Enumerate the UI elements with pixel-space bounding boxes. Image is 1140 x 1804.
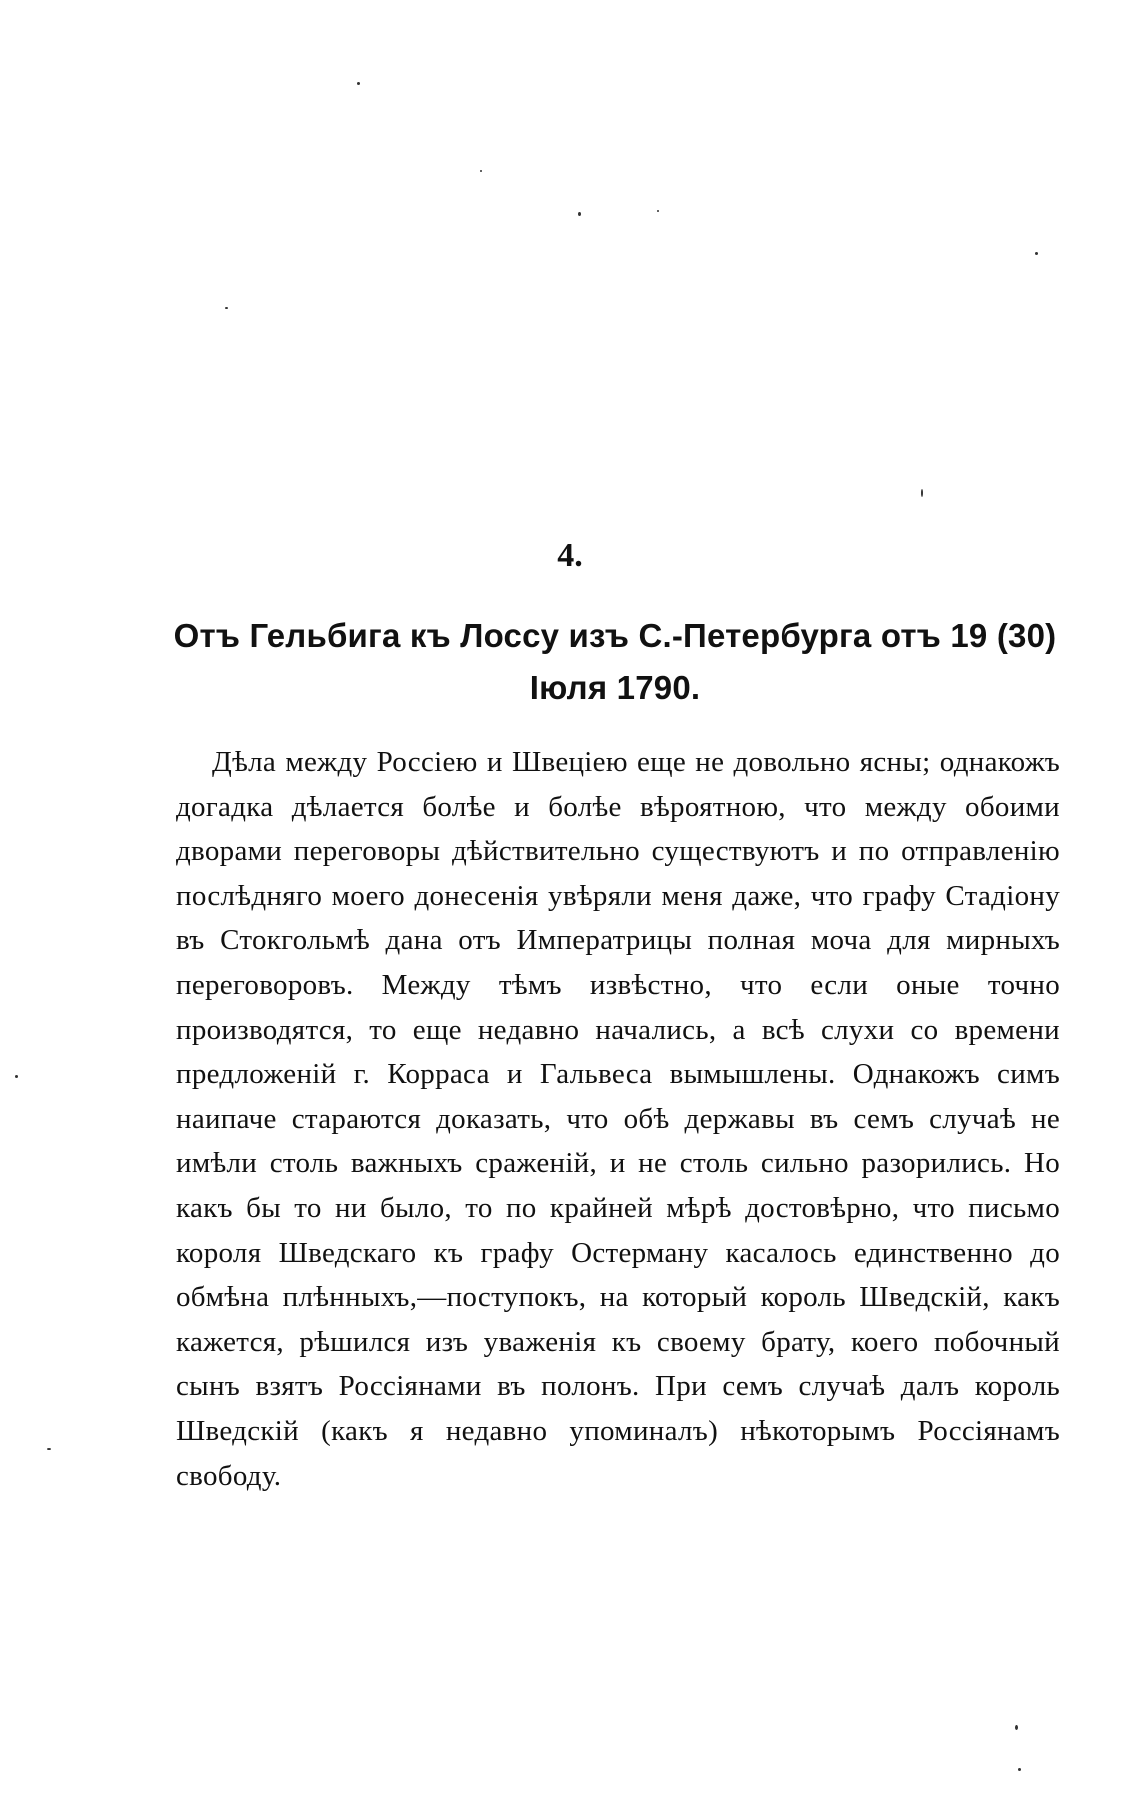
scan-speck	[921, 489, 923, 497]
scan-speck	[1015, 1725, 1018, 1730]
scan-speck	[47, 1448, 51, 1450]
scan-speck	[480, 170, 482, 172]
scan-speck	[1018, 1768, 1021, 1771]
scan-speck	[1035, 252, 1038, 255]
scan-speck	[15, 1075, 18, 1078]
scan-speck	[357, 82, 360, 85]
letter-body-paragraph: Дѣла между Россіею и Швеціею еще не довольно ясны; однакожъ догадка дѣлается болѣе и болѣе вѣроятною, что между обоими дворами переговоры дѣйствительно существуютъ и по отправленію послѣдняго моего донесенія увѣряли меня даже, что графу Стадіону въ Стокгольмѣ дана отъ Императрицы полная моча для мирныхъ переговоровъ. Между тѣмъ извѣстно, что если оные точно производятся, то еще недавно начались, а всѣ слухи со времени предложеній г. Корраса и Гальвеса вымышлены. Однакожъ симъ наипаче стараются доказать, что обѣ державы въ семъ случаѣ не имѣли столь важныхъ сраженій, и не столь сильно разорились. Но какъ бы то ни было, то по крайней мѣрѣ достовѣрно, что письмо короля Шведскаго къ графу Остерману касалось единственно до обмѣна плѣнныхъ,—поступокъ, на который король Шведскій, какъ кажется, рѣшился изъ уваженія къ своему брату, коего побочный сынъ взятъ Россіянами въ полонъ. При семъ случаѣ далъ король Шведскій (какъ я недавно упоминалъ) нѣкоторымъ Россіянамъ свободу.	[176, 746, 1060, 1492]
scan-speck	[225, 307, 228, 309]
scan-speck	[578, 212, 581, 216]
letter-heading: Отъ Гельбига къ Лоссу изъ С.-Петербурга отъ 19 (30) Іюля 1790.	[173, 617, 1057, 706]
scan-speck	[657, 210, 659, 212]
section-number: 4.	[557, 537, 583, 574]
